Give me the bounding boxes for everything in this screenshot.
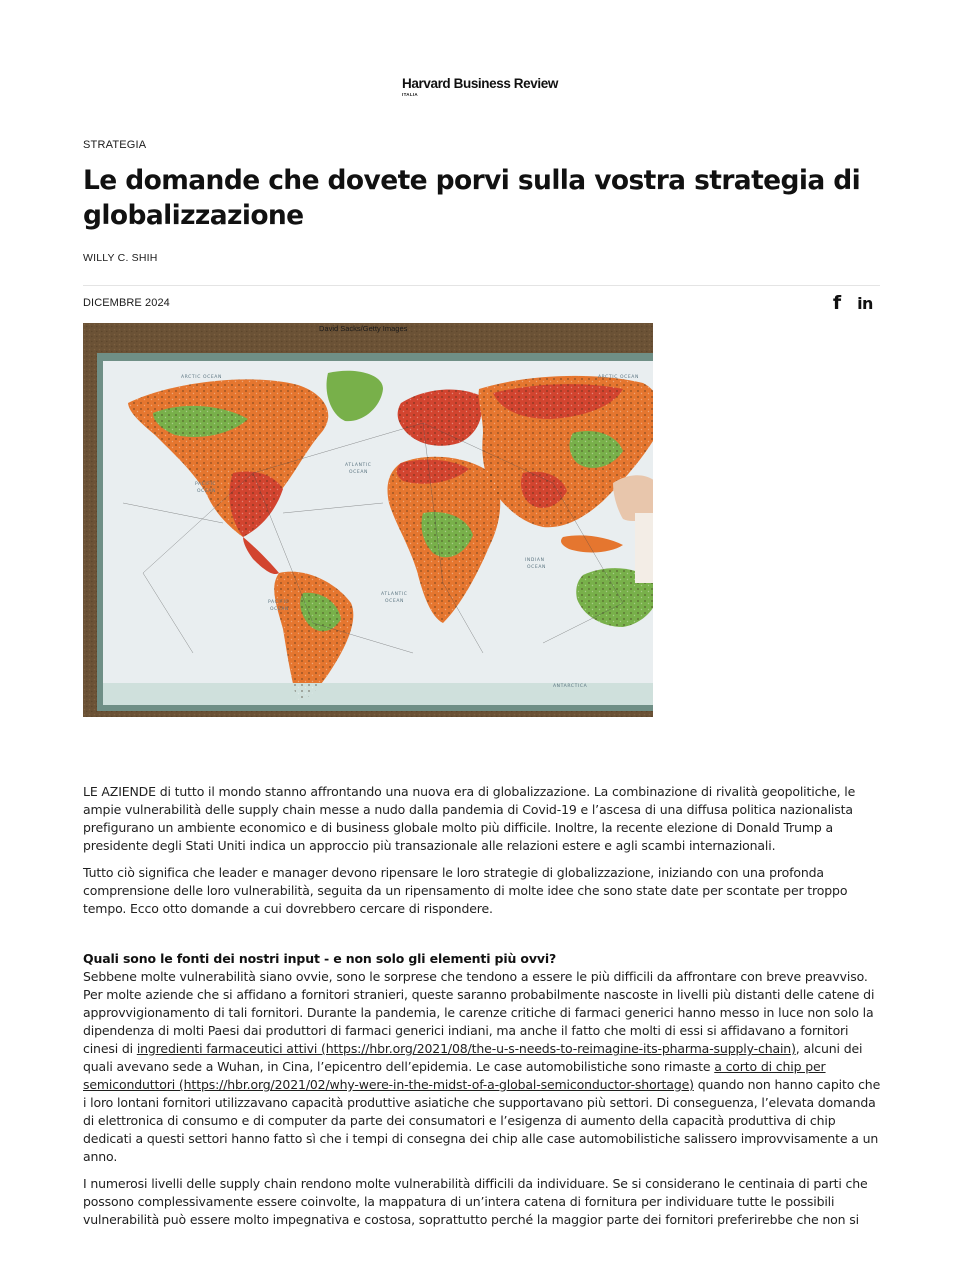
share-buttons: [826, 292, 886, 314]
paragraph-3-part-b: , alcuni dei quali avevano sede a Wuhan, in Cina, l’epicentro dell’epidemia. Le case automobilistiche sono rimaste: [83, 1041, 863, 1074]
label-atlantic-north-1: ATLANTIC: [345, 463, 372, 468]
header-divider: [83, 285, 880, 286]
logo-edition: ITALIA: [402, 92, 418, 97]
link-pharma-supply-chain[interactable]: ingredienti farmaceutici attivi (https://hbr.org/2021/08/the-u-s-needs-to-reimagine-its-pharma-supply-chain): [136, 1041, 796, 1056]
paragraph-3-part-a: Sebbene molte vulnerabilità siano ovvie, sono le sorprese che tendono a essere le più difficili da affrontare con breve preavviso. Per molte aziende che si affidano a fornitori stranieri, queste saranno probabilmente nascoste in livelli più distanti delle catene di approvvigionamento di tali fornitori. Durante la pandemia, le carenze critiche di farmaci generici hanno messo in luce non solo la dipendenza di molti Paesi dai produttori di farmaci generici indiani, ma anche il fatto che molti di essi si affidavano a fornitori cinesi di: [83, 969, 875, 1056]
paragraph-3-part-c: quando non hanno capito che i loro lontani fornitori utilizzavano capacità produttive asiatiche che supportavano più settori. Di conseguenza, l’elevata domanda di elettronica di consumo e di computer da parte dei consumatori e l’esigenza di aumento della capacità produttiva di chip dedicati a questi settori hanno fatto sì che i tempi di consegna dei chip alle case automobilistiche salissero improvvisamente a un anno.: [83, 1077, 881, 1164]
article-body: [83, 783, 883, 1238]
label-atlantic-south-2: OCEAN: [385, 599, 404, 604]
article-date: DICEMBRE 2024: [83, 297, 170, 309]
paragraph-3: [83, 968, 883, 1166]
label-pacific-south-1: PACIFIC: [268, 600, 290, 605]
paragraph-2: Tutto ciò significa che leader e manager devono ripensare le loro strategie di globalizzazione, iniziando con una profonda comprensione delle loro vulnerabilità, seguita da un ripensamento di molte idee che sono state date per scontate per troppo tempo. Ecco otto domande a cui dovrebbero cercare di rispondere.: [83, 865, 848, 916]
link-semiconductor-shortage[interactable]: a corto di chip per semiconduttori (https://hbr.org/2021/02/why-were-in-the-midst-of-a-global-semiconductor-shortage): [83, 1059, 826, 1092]
label-pacific-north-1: PACIFIC: [195, 482, 217, 487]
label-indian-2: OCEAN: [527, 565, 546, 570]
linkedin-icon[interactable]: in: [857, 293, 873, 313]
label-indian-1: INDIAN: [525, 558, 545, 563]
sleeve-figure: [635, 513, 653, 583]
section-heading-1: Quali sono le fonti dei nostri input - e non solo gli elementi più ovvi?: [83, 951, 557, 966]
paragraph-4: I numerosi livelli delle supply chain rendono molte vulnerabilità difficili da individuare. Se si considerano le centinaia di parti che possono complessivamente essere coinvolte, la mappatura di un’intera catena di fornitura per individuare tutte le possibili vulnerabilità può essere molto impegnativa e costosa, soprattutto perché la maggior parte dei fornitori preferirebbe che non si: [83, 1176, 868, 1227]
article-author[interactable]: WILLY C. SHIH: [83, 252, 158, 264]
facebook-icon[interactable]: f: [832, 292, 842, 314]
article-hero-image: [83, 323, 653, 717]
article-title: Le domande che dovete porvi sulla vostra strategia di globalizzazione: [83, 165, 861, 231]
label-arctic-left: ARCTIC OCEAN: [181, 375, 222, 380]
label-arctic-right: ARCTIC OCEAN: [598, 375, 639, 380]
paragraph-1: LE AZIENDE di tutto il mondo stanno affrontando una nuova era di globalizzazione. La combinazione di rivalità geopolitiche, le ampie vulnerabilità delle supply chain messe a nudo dalla pandemia di Covid-19 e l’ascesa di una diffusa politica nazionalista prefigurano un ambiente economico e di business globale molto più difficile. Inoltre, la recente elezione di Donald Trump a presidente degli Stati Uniti indica un approccio più transazionale alle relazioni estere e agli scambi internazionali.: [83, 784, 856, 853]
label-pacific-north-2: OCEAN: [197, 489, 216, 494]
label-atlantic-south-1: ATLANTIC: [381, 592, 408, 597]
logo-wordmark: Harvard Business Review: [402, 76, 558, 91]
label-pacific-south-2: OCEAN: [270, 607, 289, 612]
article-category[interactable]: STRATEGIA: [83, 139, 147, 151]
hbr-logo[interactable]: [0, 76, 960, 97]
image-credit: David Sacks/Getty Images: [319, 324, 408, 333]
label-atlantic-north-2: OCEAN: [349, 470, 368, 475]
label-antarctica: ANTARCTICA: [553, 684, 588, 689]
